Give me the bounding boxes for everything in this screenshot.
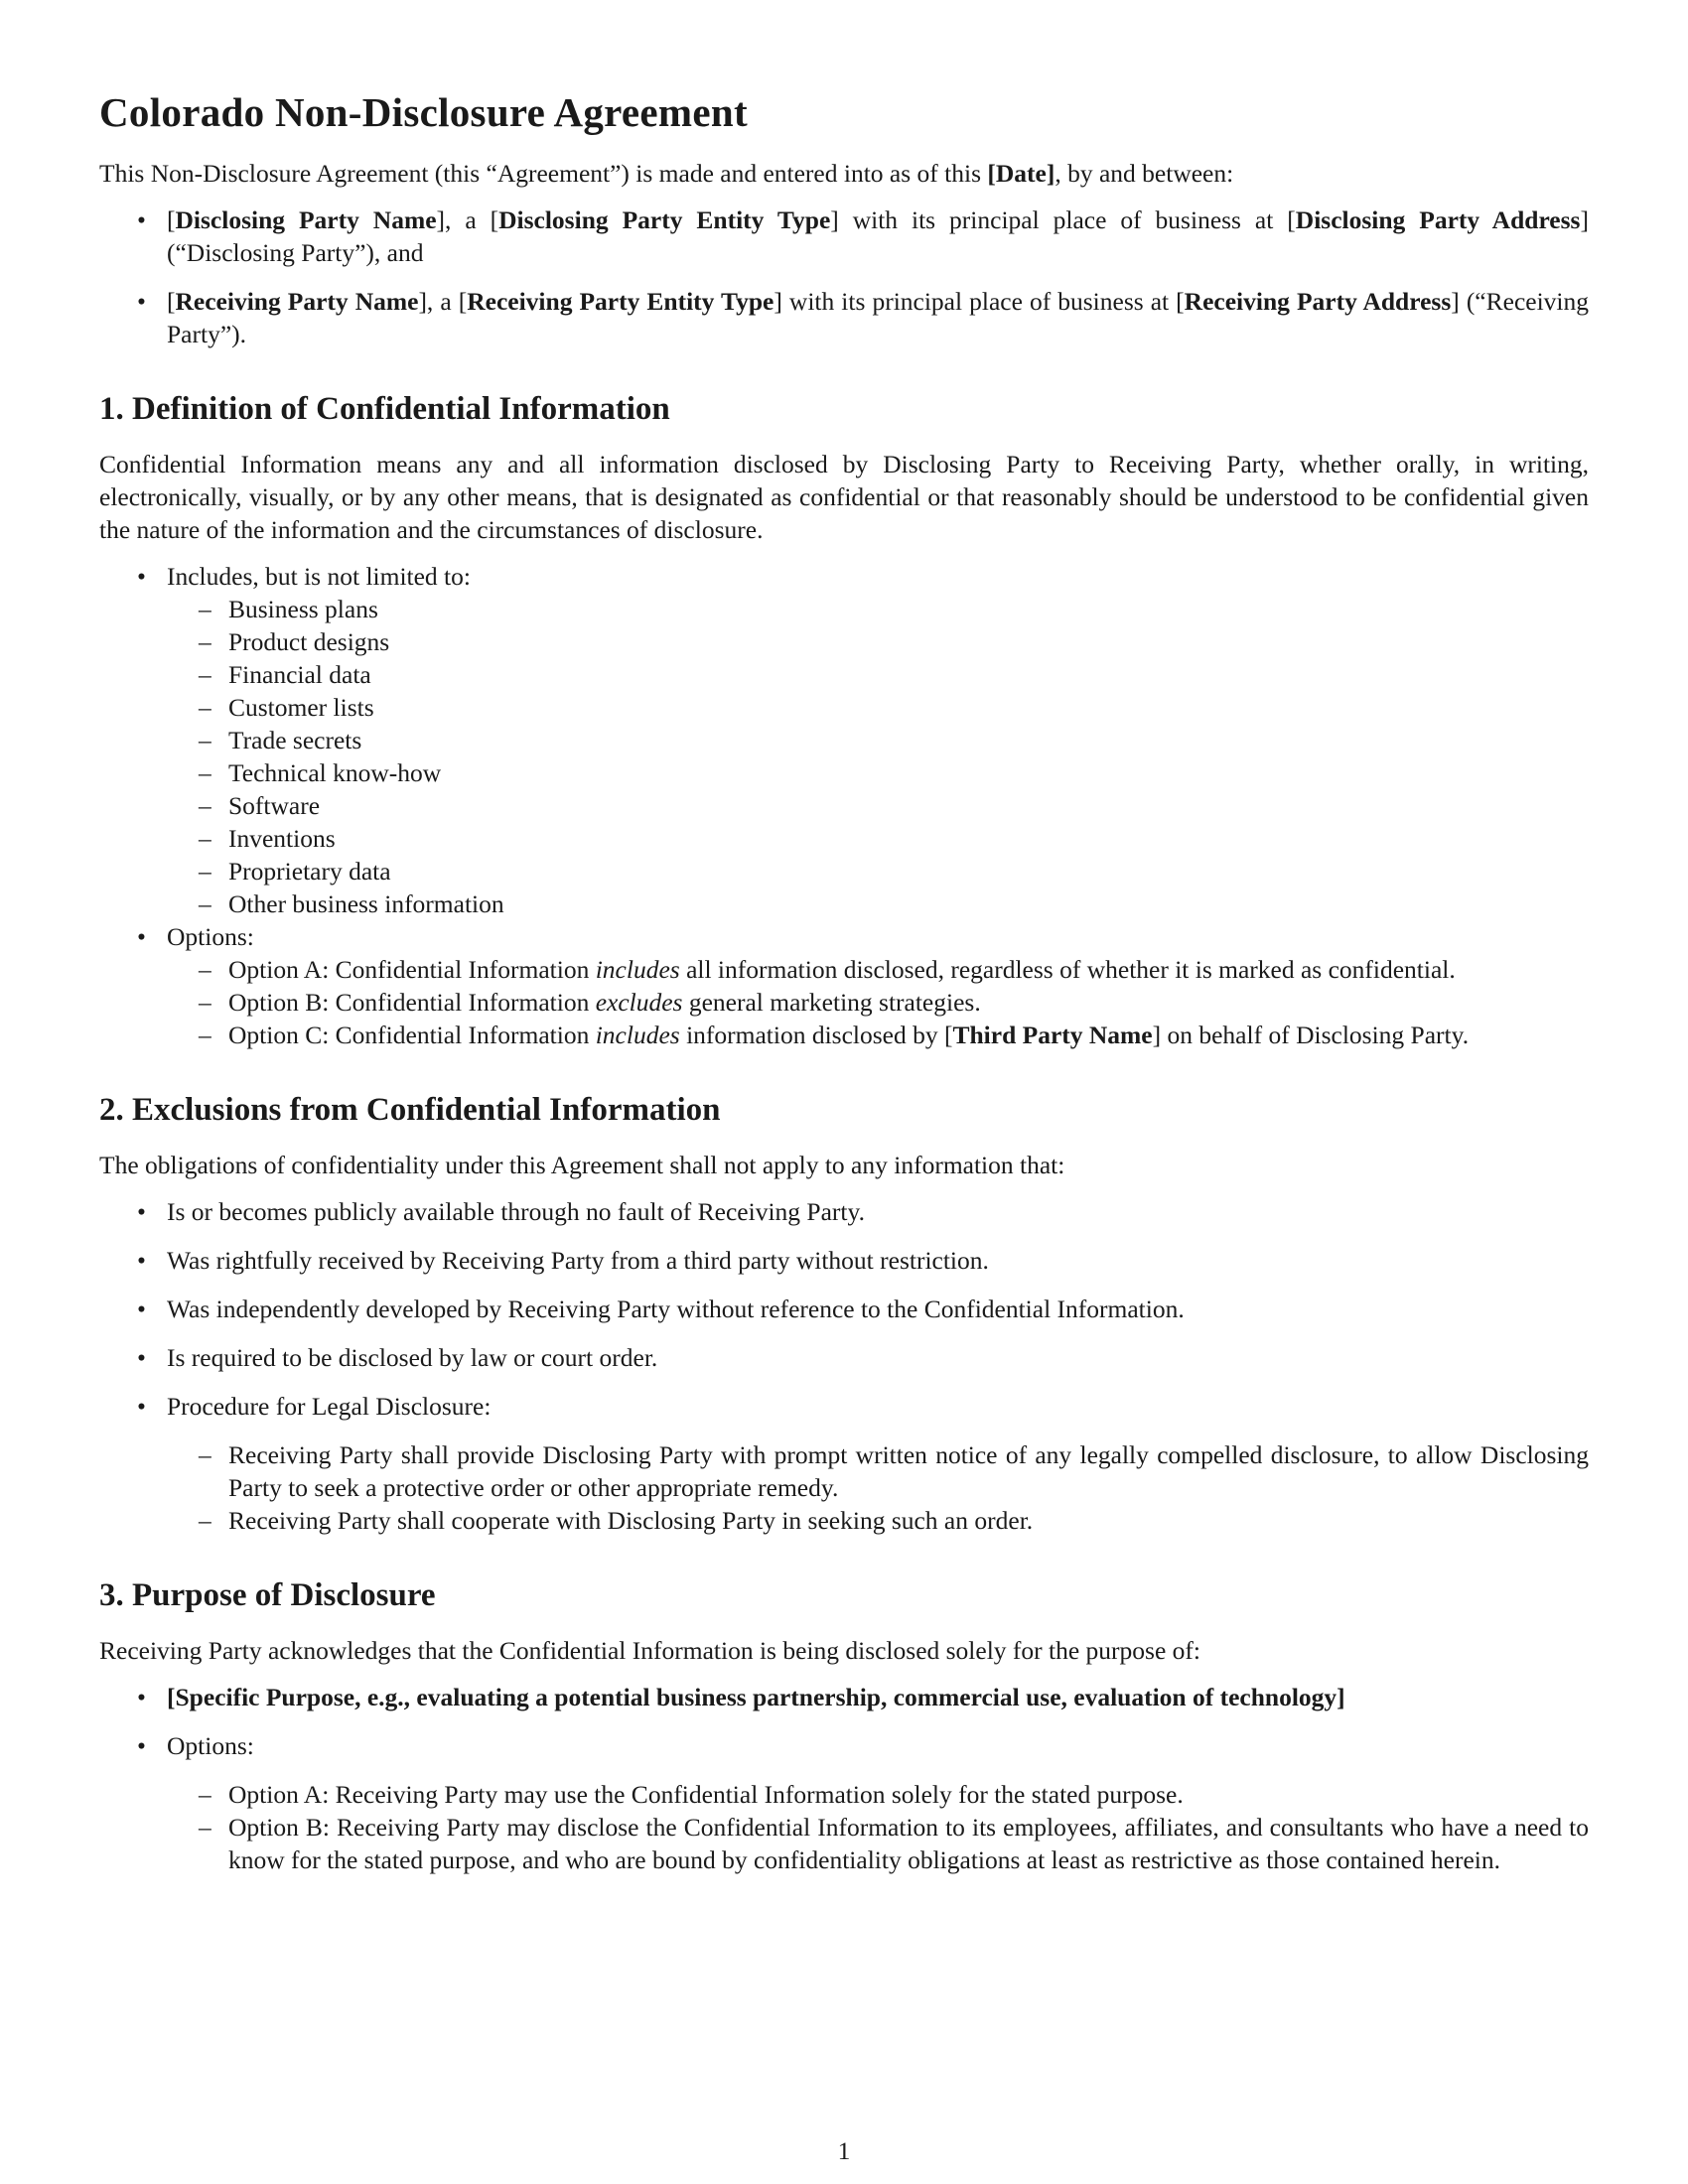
exclusions-list xyxy=(99,1195,1589,1537)
list-item: – Product designs xyxy=(167,625,1589,658)
party-text: ] with its principal place of business at [ xyxy=(830,205,1296,234)
parties-list xyxy=(99,204,1589,350)
option-c xyxy=(167,1019,1589,1051)
purpose-options-sublist xyxy=(167,1778,1589,1876)
page-number: 1 xyxy=(837,2136,851,2165)
option-emphasis: excludes xyxy=(595,988,683,1017)
party-text: ] (“Disclosing Party”), and xyxy=(167,205,1589,267)
receiving-party-entity: Receiving Party Entity Type xyxy=(467,287,774,316)
option-emphasis: includes xyxy=(595,1021,680,1049)
third-party-name: Third Party Name xyxy=(952,1021,1153,1049)
section-3-heading: 3. Purpose of Disclosure xyxy=(99,1577,436,1613)
procedure-item xyxy=(99,1390,1589,1537)
list-item: – Other business information xyxy=(167,887,1589,920)
party-text: ] with its principal place of business at [ xyxy=(774,287,1185,316)
document-title: Colorado Non-Disclosure Agreement xyxy=(99,89,748,135)
purpose-list xyxy=(99,1681,1589,1876)
options-label: Options: xyxy=(167,922,254,951)
option-emphasis: includes xyxy=(595,955,680,984)
list-item: – Software xyxy=(167,789,1589,822)
receiving-party-address: Receiving Party Address xyxy=(1184,287,1452,316)
date-placeholder: [Date] xyxy=(987,159,1055,188)
procedure-label: Procedure for Legal Disclosure: xyxy=(167,1392,492,1421)
disclosing-party-name: Disclosing Party Name xyxy=(175,205,437,234)
intro-text-end: , by and between: xyxy=(1055,159,1234,188)
list-item: – Customer lists xyxy=(167,691,1589,724)
list-item: – Business plans xyxy=(167,593,1589,625)
list-item: – Trade secrets xyxy=(167,724,1589,756)
list-item: • Was independently developed by Receiving Party without reference to the Confidential Information. xyxy=(99,1293,1589,1325)
intro-paragraph xyxy=(99,157,1589,190)
includes-sublist xyxy=(167,593,1589,920)
bracket: [ xyxy=(167,287,176,316)
option-text: Option B: Confidential Information xyxy=(228,988,596,1017)
receiving-party-name: Receiving Party Name xyxy=(175,287,419,316)
section-1-paragraph: Confidential Information means any and all information disclosed by Disclosing Party to Receiving Party, whether orally, in writing, electronically, visually, or by any other means, that is designated as confidential or that reasonably should be understood to be confidential given the nature of the information and the circumstances of disclosure. xyxy=(99,450,1589,544)
options-label: Options: xyxy=(167,1731,254,1760)
includes-item xyxy=(99,560,1589,920)
option-a: – Option A: Receiving Party may use the Confidential Information solely for the stated purpose. xyxy=(167,1778,1589,1811)
section-2-paragraph: The obligations of confidentiality under this Agreement shall not apply to any information that: xyxy=(99,1151,1065,1179)
procedure-sublist xyxy=(167,1438,1589,1537)
section-2-heading: 2. Exclusions from Confidential Information xyxy=(99,1092,721,1128)
list-item: – Inventions xyxy=(167,822,1589,855)
options-sublist xyxy=(167,953,1589,1051)
section-3-paragraph: Receiving Party acknowledges that the Confidential Information is being disclosed solely for the purpose of: xyxy=(99,1636,1200,1665)
section-1-heading: 1. Definition of Confidential Information xyxy=(99,391,670,427)
list-item: – Technical know-how xyxy=(167,756,1589,789)
party-receiving xyxy=(99,285,1589,350)
includes-label: Includes, but is not limited to: xyxy=(167,562,471,591)
party-text: ], a [ xyxy=(436,205,499,234)
list-item: • Is required to be disclosed by law or court order. xyxy=(99,1341,1589,1374)
disclosing-party-entity: Disclosing Party Entity Type xyxy=(498,205,831,234)
list-item: – Receiving Party shall provide Disclosing Party with prompt written notice of any legally compelled disclosure, to allow Disclosing Party to seek a protective order or other appropriate remedy. xyxy=(167,1438,1589,1504)
option-text: information disclosed by [ xyxy=(679,1021,953,1049)
party-text: ] (“Receiving Party”). xyxy=(167,287,1590,348)
option-text: Option C: Confidential Information xyxy=(228,1021,596,1049)
options-item xyxy=(99,1729,1589,1876)
section-1-list xyxy=(99,560,1589,1051)
option-text: all information disclosed, regardless of whether it is marked as confidential. xyxy=(679,955,1456,984)
option-b xyxy=(167,986,1589,1019)
option-text: ] on behalf of Disclosing Party. xyxy=(1152,1021,1470,1049)
party-disclosing xyxy=(99,204,1589,269)
list-item: • Is or becomes publicly available through no fault of Receiving Party. xyxy=(99,1195,1589,1228)
list-item: – Financial data xyxy=(167,658,1589,691)
party-text: ], a [ xyxy=(418,287,468,316)
bracket: [ xyxy=(167,205,176,234)
options-item xyxy=(99,920,1589,1051)
purpose-item xyxy=(99,1681,1589,1713)
purpose-placeholder: [Specific Purpose, e.g., evaluating a potential business partnership, commercial use, evaluation of technology] xyxy=(167,1683,1345,1711)
option-text: Option A: Confidential Information xyxy=(228,955,596,984)
document-body xyxy=(99,85,1589,1892)
option-b: – Option B: Receiving Party may disclose the Confidential Information to its employees, affiliates, and consultants who have a need to know for the stated purpose, and who are bound by confidentiality obligations at least as restrictive as those contained herein. xyxy=(167,1811,1589,1876)
list-item: – Proprietary data xyxy=(167,855,1589,887)
disclosing-party-address: Disclosing Party Address xyxy=(1295,205,1581,234)
option-text: general marketing strategies. xyxy=(682,988,981,1017)
list-item: • Was rightfully received by Receiving Party from a third party without restriction. xyxy=(99,1244,1589,1277)
list-item: – Receiving Party shall cooperate with Disclosing Party in seeking such an order. xyxy=(167,1504,1589,1537)
option-a xyxy=(167,953,1589,986)
intro-text: This Non-Disclosure Agreement (this “Agreement”) is made and entered into as of this xyxy=(99,159,988,188)
